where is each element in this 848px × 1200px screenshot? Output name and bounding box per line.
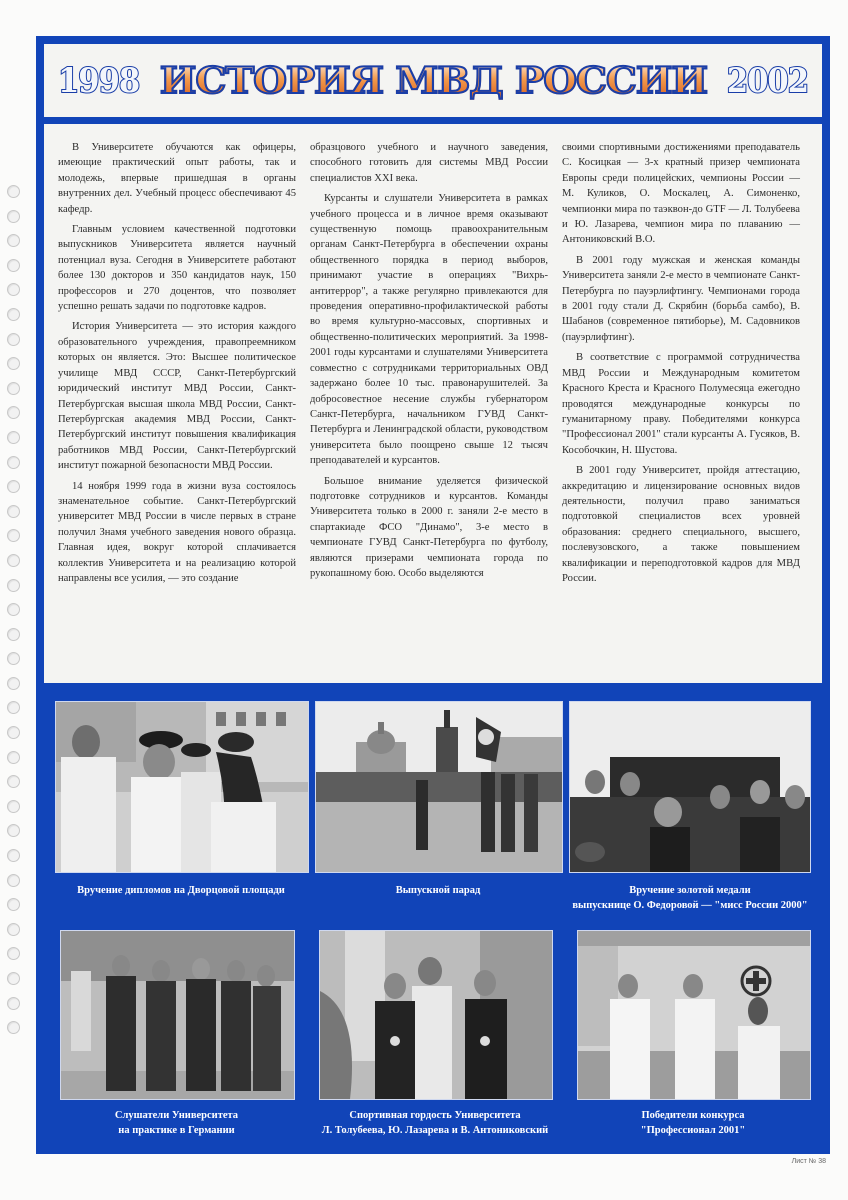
photo-caption [560, 883, 820, 913]
caption-line: Победители конкурса [641, 1110, 745, 1121]
binder-hole [7, 603, 20, 616]
binder-hole [7, 997, 20, 1010]
caption-line: выпускнице О. Федоровой — "мисс России 2000" [572, 900, 808, 911]
binder-hole [7, 579, 20, 592]
caption-line: на практике в Германии [118, 1125, 235, 1136]
binder-hole [7, 923, 20, 936]
binder-hole [7, 529, 20, 542]
photo-gold-medal-award [569, 701, 811, 873]
binder-hole [7, 283, 20, 296]
binder-hole [7, 898, 20, 911]
binder-hole [7, 652, 20, 665]
paragraph: Главным условием качественной подготовки выпускников Университета является научный потенциал вуза. Сегодня в Университете работают более 130 докторов и 350 кандидатов наук, 150 профессоров и 270 доцентов, что позволяет успешно решать задачи по подготовке кадров. [58, 224, 296, 313]
binder-hole [7, 726, 20, 739]
binder-hole [7, 751, 20, 764]
binder-hole [7, 259, 20, 272]
photo-diploma-ceremony [55, 701, 309, 873]
photo-caption [315, 883, 561, 898]
paragraph: В соответствие с программой сотрудничества МВД России и Международным комитетом Красного Креста и Красного Полумесяца ежегодно проводятся международные конкурсы по гуманитарному праву. Победителями конкурса "Профессионал 2001" стали курсанты А. Гусяков, В. Кособочкин, Н. Шустова. [562, 352, 800, 456]
caption-line: Спортивная гордость Университета [349, 1110, 521, 1121]
sheet-number: Лист № 38 [791, 1158, 826, 1165]
year-start: 1998 [58, 60, 140, 101]
paragraph: 14 ноября 1999 года в жизни вуза состоялось знаменательное событие. Санкт-Петербургский университет МВД России в числе первых в стране получил Знамя учебного заведения нового образца. Главная идея, вокруг которой сплачивается коллектив Университета и на реализацию которой направлены все усилия, — это создание [58, 480, 296, 584]
binder-hole [7, 480, 20, 493]
binder-hole [7, 701, 20, 714]
binder-hole [7, 677, 20, 690]
photo-students-germany [60, 930, 295, 1100]
article-column-2 [310, 140, 548, 591]
paragraph: В 2001 году Университет, пройдя аттестацию, аккредитацию и лицензирование основных видов деятельности, получил право заниматься подготовкой специалистов всех уровней образования: среднего специального, высшего, послевузовского, а также повышением квалификации и переподготовкой кадров для МВД России. [562, 465, 800, 584]
paragraph: В Университете обучаются как офицеры, имеющие практический опыт работы, так и молодежь, впервые пришедшая в органы внутренних дел. Учебный процесс обеспечивают 45 кафедр. [58, 142, 296, 215]
binder-hole [7, 505, 20, 518]
binder-hole [7, 849, 20, 862]
caption-line: Вручение золотой медали [629, 885, 751, 896]
photo-caption [60, 1108, 293, 1138]
photo-graduation-parade [315, 701, 563, 873]
caption-line: Слушатели Университета [114, 1110, 239, 1121]
photo-caption [577, 1108, 809, 1138]
paragraph: образцового учебного и научного заведения, способного готовить для системы МВД России специалистов XXI века. [310, 142, 548, 184]
binder-hole [7, 357, 20, 370]
binder-hole [7, 874, 20, 887]
paragraph: Большое внимание уделяется физической подготовке сотрудников и курсантов. Команды Университета только в 2000 г. заняли 2-е место в спартакиаде ФСО "Динамо", 3-е место в чемпионате ГУВД Санкт-Петербурга по футболу, являются призерами чемпионата города по рукопашному бою. Особо выделяются [310, 475, 548, 579]
binder-hole [7, 628, 20, 641]
binder-hole [7, 431, 20, 444]
binder-hole [7, 210, 20, 223]
caption-line: Л. Толубеева, Ю. Лазарева и В. Антониковский [321, 1125, 549, 1136]
page-title: ИСТОРИЯ МВД РОССИИ [159, 59, 707, 102]
binder-hole [7, 972, 20, 985]
binder-hole [7, 406, 20, 419]
caption-line: Вручение дипломов на Дворцовой площади [77, 885, 285, 896]
page-header [44, 44, 822, 117]
binder-hole [7, 456, 20, 469]
photo-contest-winners [577, 930, 811, 1100]
article-column-1 [58, 140, 296, 591]
paragraph: Курсанты и слушатели Университета в рамках учебного процесса и в личное время оказывают существенную помощь правоохранительным органам Санкт-Петербурга в обеспечении охраны общественного порядка в период выборов, принимают участие в операциях "Вихрь-антитеррор", а также регулярно привлекаются для проведения оперативно-профилактической работы во время культурно-массовых, спортивных и общественно-политических мероприятий. За 1998-2001 годы курсантами и слушателями Университета совместно с сотрудниками территориальных ОВД задержано более 10 тыс. правонарушителей. За добросовестное несение службы губернатором Санкт-Петербурга, начальником ГУВД Санкт-Петербурга и Ленинградской области, руководством университета было поощрено свыше 12 тысяч преподавателей и курсантов. [310, 193, 548, 467]
photo-sports-pride [319, 930, 553, 1100]
binder-holes [7, 185, 25, 1046]
binder-hole [7, 947, 20, 960]
article-column-3 [562, 140, 800, 591]
photo-caption [55, 883, 307, 898]
binder-hole [7, 800, 20, 813]
caption-line: Выпускной парад [395, 885, 481, 896]
caption-line: "Профессионал 2001" [640, 1125, 746, 1136]
binder-hole [7, 308, 20, 321]
article-columns [58, 140, 818, 591]
photo-caption [300, 1108, 570, 1138]
binder-hole [7, 234, 20, 247]
paragraph: своими спортивными достижениями преподаватель С. Косицкая — 3-х кратный призер чемпионата Европы среди полицейских, чемпионы России — М. Куликов, О. Москалец, А. Симоненко, чемпионки мира по таэквон-до GTF — Л. Толубеева и Ю. Лазарева, чемпион мира по плаванию — Антониковский В.О. [562, 142, 800, 246]
paragraph: В 2001 году мужская и женская команды Университета заняли 2-е место в чемпионате Санкт-Петербурга по пауэрлифтингу. Чемпионами города в 2001 году стали Д. Скрябин (борьба самбо), В. Шабанов (современное пятиборье), М. Садовников (пауэрлифтинг). [562, 254, 800, 343]
binder-hole [7, 824, 20, 837]
binder-hole [7, 185, 20, 198]
binder-hole [7, 1021, 20, 1034]
binder-hole [7, 333, 20, 346]
binder-hole [7, 554, 20, 567]
paragraph: История Университета — это история каждого образовательного учреждения, правопреемником которых он является. Это: Высшее политическое училище МВД СССР, Санкт-Петербургский юридический институт МВД России, Санкт-Петербургская высшая школа МВД России, Санкт-Петербургская академия МВД России, Санкт-Петербургский институт повышения квалификация работников МВД России, Санкт-Петербургский институт пожарной безопасности МВД России. [58, 321, 296, 472]
binder-hole [7, 382, 20, 395]
year-end: 2002 [726, 60, 808, 101]
binder-hole [7, 775, 20, 788]
